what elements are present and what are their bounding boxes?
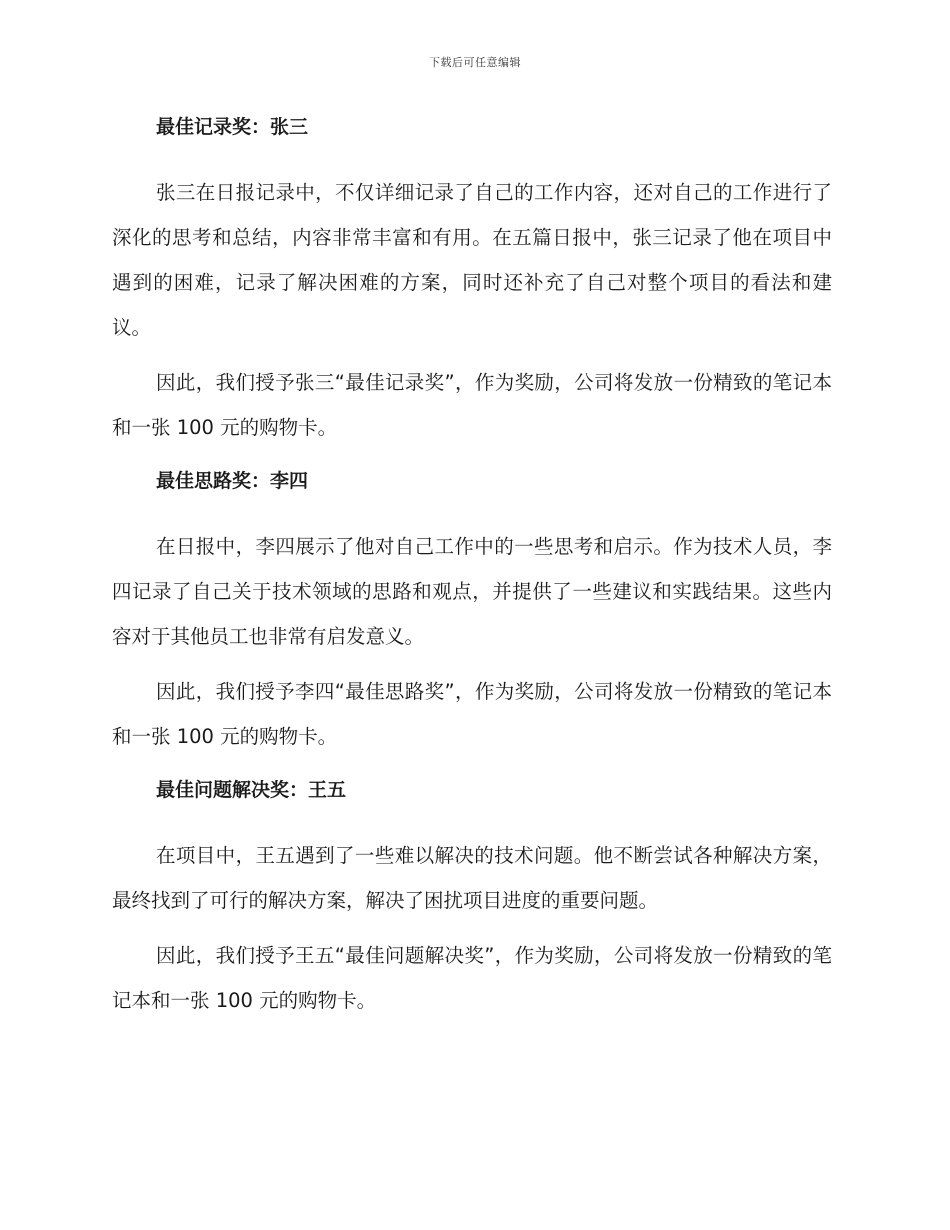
section-paragraph: 张三在日报记录中，不仅详细记录了自己的工作内容，还对自己的工作进行了深化的思考和总结，内容非常丰富和有用。在五篇日报中，张三记录了他在项目中遇到的困难，记录了解决困难的方案，同时还补充了自己对整个项目的看法和建议。 [112,181,832,339]
section-paragraph: 在日报中，李四展示了他对自己工作中的一些思考和启示。作为技术人员，李四记录了自己关于技术领域的思路和观点，并提供了一些建议和实践结果。这些内容对于其他员工也非常有启发意义。 [112,535,832,648]
section-paragraph: 因此，我们授予王五“最佳问题解决奖”，作为奖励，公司将发放一份精致的笔记本和一张 100 元的购物卡。 [112,944,832,1012]
document-body [112,110,832,1023]
section-heading: 最佳问题解决奖：王五 [156,779,347,801]
section-paragraph: 在项目中，王五遇到了一些难以解决的技术问题。他不断尝试各种解决方案，最终找到了可行的解决方案，解决了困扰项目进度的重要问题。 [112,844,832,912]
section-heading: 最佳思路奖：李四 [156,470,309,492]
page-header-note: 下载后可任意编辑 [429,56,521,69]
award-section-problem-solving [112,773,832,1023]
award-section-record [112,110,832,450]
section-heading: 最佳记录奖：张三 [156,116,309,138]
award-section-ideas [112,464,832,759]
section-paragraph: 因此，我们授予李四“最佳思路奖”，作为奖励，公司将发放一份精致的笔记本和一张 100 元的购物卡。 [112,680,832,748]
section-paragraph: 因此，我们授予张三“最佳记录奖”，作为奖励，公司将发放一份精致的笔记本和一张 100 元的购物卡。 [112,371,832,439]
